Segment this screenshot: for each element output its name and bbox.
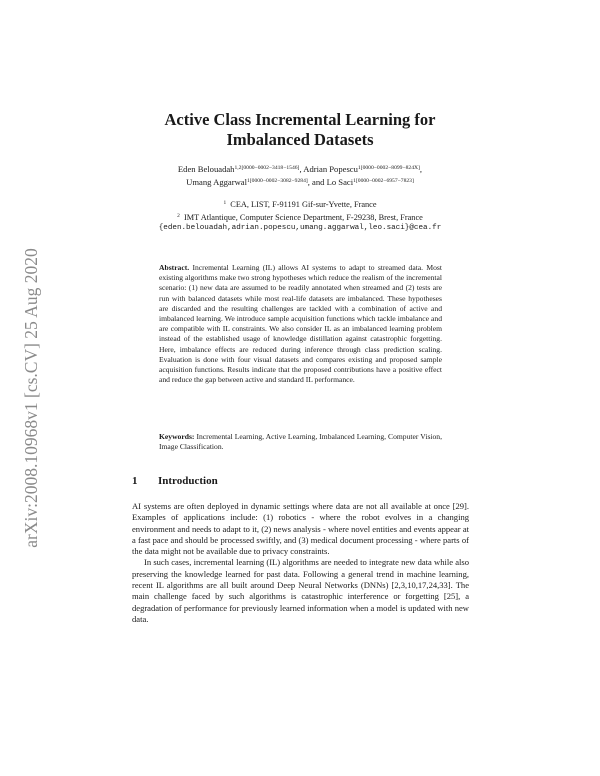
affiliation-text: IMT Atlantique, Computer Science Department, F-29238, Brest, France	[184, 212, 423, 222]
author-orcid: [0000−0002−6957−7823]	[355, 178, 414, 184]
author-affil-sup: 1,2	[234, 165, 242, 171]
body-text	[132, 501, 469, 625]
section-title: Introduction	[158, 475, 218, 487]
keywords-text: Incremental Learning, Active Learning, Imbalanced Learning, Computer Vision, Image Classification.	[159, 432, 442, 452]
author-separator: , and	[307, 177, 327, 187]
author-affil-sup: 1	[357, 165, 361, 171]
affiliations	[132, 198, 468, 235]
affiliation-2	[132, 211, 468, 224]
section-heading	[132, 475, 218, 487]
paragraph: In such cases, incremental learning (IL) algorithms are needed to integrate new data while also preserving the knowledge learned for past data. Following a general trend in machine learning, recent IL algorithms are all built around Deep Neural Networks (DNNs) [2,3,10,17,24,33]. The main challenge faced by such algorithms is catastrophic interference or forgetting [25], a degradation of performance for previously learned information when a model is updated with new data.	[132, 557, 469, 624]
arxiv-identifier: arXiv:2008.10968v1 [cs.CV] 25 Aug 2020	[21, 248, 41, 548]
arxiv-sidebar	[20, 198, 42, 598]
affiliation-sup: 2	[177, 212, 180, 219]
paragraph: AI systems are often deployed in dynamic settings where data are not all available at once [29]. Examples of applications include: (1) robotics - where the robot evolves in a changing environment and needs to adapt to it, (2) news analysis - where novel entities and events appear at a fast pace and should be processed swiftly, and (3) medical document processing - where parts of the data might not be available due to privacy constraints.	[132, 501, 469, 557]
author-affil-sup: 1	[247, 178, 250, 184]
author-list	[112, 162, 488, 188]
author-line-1	[112, 162, 488, 175]
abstract-label: Abstract.	[159, 263, 190, 272]
paper-title	[100, 110, 500, 150]
author-name: Eden Belouadah	[177, 164, 235, 174]
author-line-2	[112, 175, 488, 188]
affiliation-sup: 1	[223, 200, 227, 206]
author-name: Adrian Popescu	[303, 164, 358, 174]
affiliation-text: CEA, LIST, F-91191 Gif-sur-Yvette, France	[230, 200, 377, 209]
title-line-1: Active Class Incremental Learning for	[164, 110, 436, 129]
author-name: Umang Aggarwal	[186, 177, 247, 187]
author-orcid: [0000−0002−8099−824X]	[360, 165, 420, 171]
author-name: Lo Saci	[326, 177, 354, 187]
abstract	[159, 263, 442, 385]
author-affil-sup: 1	[353, 178, 356, 184]
keywords-label: Keywords:	[159, 432, 195, 441]
author-separator: ,	[299, 164, 304, 174]
section-number: 1	[132, 475, 138, 487]
author-orcid: [0000−0002−3418−1546]	[241, 165, 300, 171]
keywords	[159, 432, 442, 452]
author-email[interactable]: {eden.belouadah,adrian.popescu,umang.aggarwal,leo.saci}@cea.fr	[158, 224, 442, 232]
affiliation-1	[132, 198, 468, 211]
title-line-2: Imbalanced Datasets	[226, 130, 374, 149]
abstract-text: Incremental Learning (IL) allows AI systems to adapt to streamed data. Most existing algorithms make two strong hypotheses which reduce the realism of the incremental scenario: (1) new data are assumed to be readily annotated when streamed and (2) tests are run with balanced datasets while most real-life datasets are imbalanced. These hypotheses are discarded and the resulting challenges are tackled with a combination of active and imbalanced learning. We introduce sample acquisition functions which tackle imbalance and are compatible with IL constraints. We also consider IL as an imbalanced learning problem instead of the established usage of knowledge distillation against catastrophic forgetting. Here, imbalance effects are reduced during inference through class prediction scaling. Evaluation is done with four visual datasets and compares existing and proposed sample acquisition functions. Results indicate that the proposed contributions have a positive effect and reduce the gap between active and standard IL performance.	[159, 263, 442, 385]
author-separator: ,	[419, 164, 423, 174]
author-orcid: [0000−0002−3082−9284]	[249, 178, 308, 184]
